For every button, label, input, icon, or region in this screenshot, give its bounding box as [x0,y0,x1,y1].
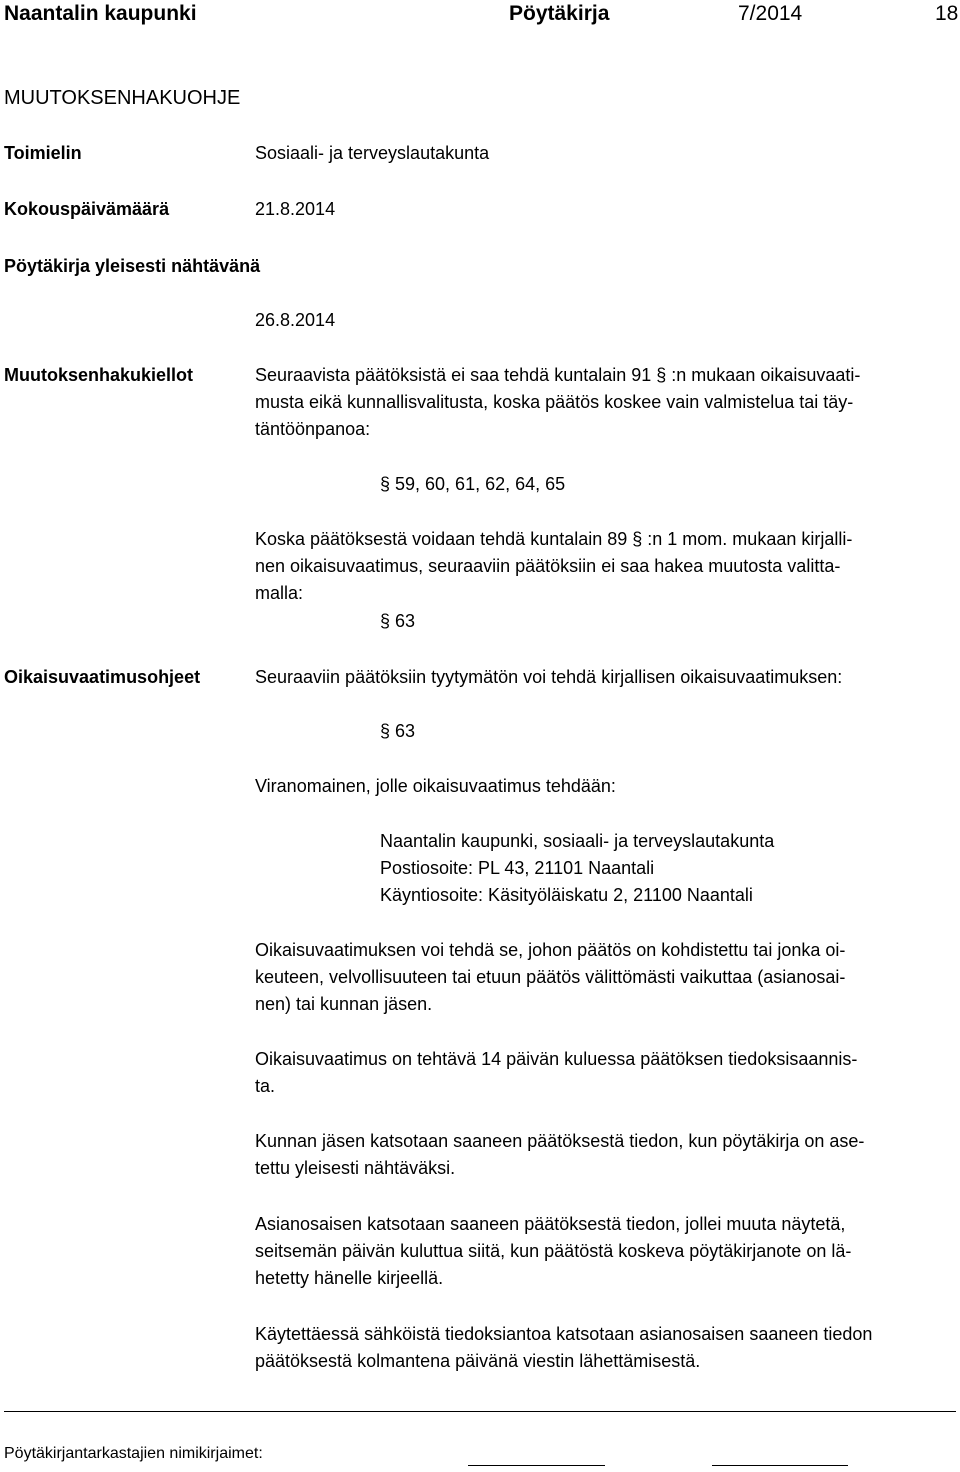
header-city: Naantalin kaupunki [4,2,197,25]
document-title: MUUTOKSENHAKUOHJE [4,87,241,109]
appeals-line-4: Koska päätöksestä voidaan tehdä kuntalain 89 § :n 1 mom. mukaan kirjalli- [255,529,853,549]
header-doc-number: 7/2014 [738,2,803,25]
para-2-line-2: ta. [255,1076,276,1096]
appeals-line-2: musta eikä kunnallisvalitusta, koska päätös koskee vain valmistelua tai täy- [255,392,854,412]
body-label: Toimielin [4,143,82,163]
para-5-line-2: päätöksestä kolmantena päivänä viestin lähettämisestä. [255,1351,701,1371]
public-label: Pöytäkirja yleisesti nähtävänä [4,256,261,276]
authority-line-3: Käyntiosoite: Käsityöläiskatu 2, 21100 Naantali [380,885,753,905]
header-doc-type: Pöytäkirja [509,2,610,25]
public-value: 26.8.2014 [255,310,336,330]
para-2-line-1: Oikaisuvaatimus on tehtävä 14 päivän kuluessa päätöksen tiedoksisaannis- [255,1049,858,1069]
footer-divider [4,1411,956,1412]
appeals-line-1: Seuraavista päätöksistä ei saa tehdä kuntalain 91 § :n mukaan oikaisuvaati- [255,365,861,385]
para-3-line-2: tettu yleisesti nähtäväksi. [255,1158,456,1178]
initials-line-1 [468,1465,605,1466]
date-value: 21.8.2014 [255,199,336,219]
authority-label: Viranomainen, jolle oikaisuvaatimus tehdään: [255,776,616,796]
appeals-line-3: täntöönpanoa: [255,419,371,439]
date-label: Kokouspäivämäärä [4,199,170,219]
initials-label: Pöytäkirjantarkastajien nimikirjaimet: [4,1445,263,1462]
initials-line-2 [712,1465,848,1466]
correction-sections: § 63 [380,721,416,741]
appeals-label: Muutoksenhakukiellot [4,365,194,385]
para-5-line-1: Käytettäessä sähköistä tiedoksiantoa katsotaan asianosaisen saaneen tiedon [255,1324,873,1344]
appeals-line-5: nen oikaisuvaatimus, seuraaviin päätöksiin ei saa hakea muutosta valitta- [255,556,841,576]
appeals-line-6: malla: [255,583,304,603]
para-1-line-1: Oikaisuvaatimuksen voi tehdä se, johon päätös on kohdistettu tai jonka oi- [255,940,846,960]
correction-intro: Seuraaviin päätöksiin tyytymätön voi tehdä kirjallisen oikaisuvaatimuksen: [255,667,843,687]
appeals-sections-2: § 63 [380,611,416,631]
para-3-line-1: Kunnan jäsen katsotaan saaneen päätöksestä tiedon, kun pöytäkirja on ase- [255,1131,865,1151]
para-4-line-3: hetetty hänelle kirjeellä. [255,1268,444,1288]
body-value: Sosiaali- ja terveyslautakunta [255,143,490,163]
appeals-sections-1: § 59, 60, 61, 62, 64, 65 [380,474,566,494]
correction-label: Oikaisuvaatimusohjeet [4,667,201,687]
authority-line-1: Naantalin kaupunki, sosiaali- ja terveyslautakunta [380,831,775,851]
para-1-line-3: nen) tai kunnan jäsen. [255,994,433,1014]
authority-line-2: Postiosoite: PL 43, 21101 Naantali [380,858,655,878]
header-page-number: 18 [935,2,959,25]
para-4-line-2: seitsemän päivän kuluttua siitä, kun päätöstä koskeva pöytäkirjanote on lä- [255,1241,852,1261]
para-1-line-2: keuteen, velvollisuuteen tai etuun päätös välittömästi vaikuttaa (asianosai- [255,967,846,987]
para-4-line-1: Asianosaisen katsotaan saaneen päätöksestä tiedon, jollei muuta näytetä, [255,1214,846,1234]
